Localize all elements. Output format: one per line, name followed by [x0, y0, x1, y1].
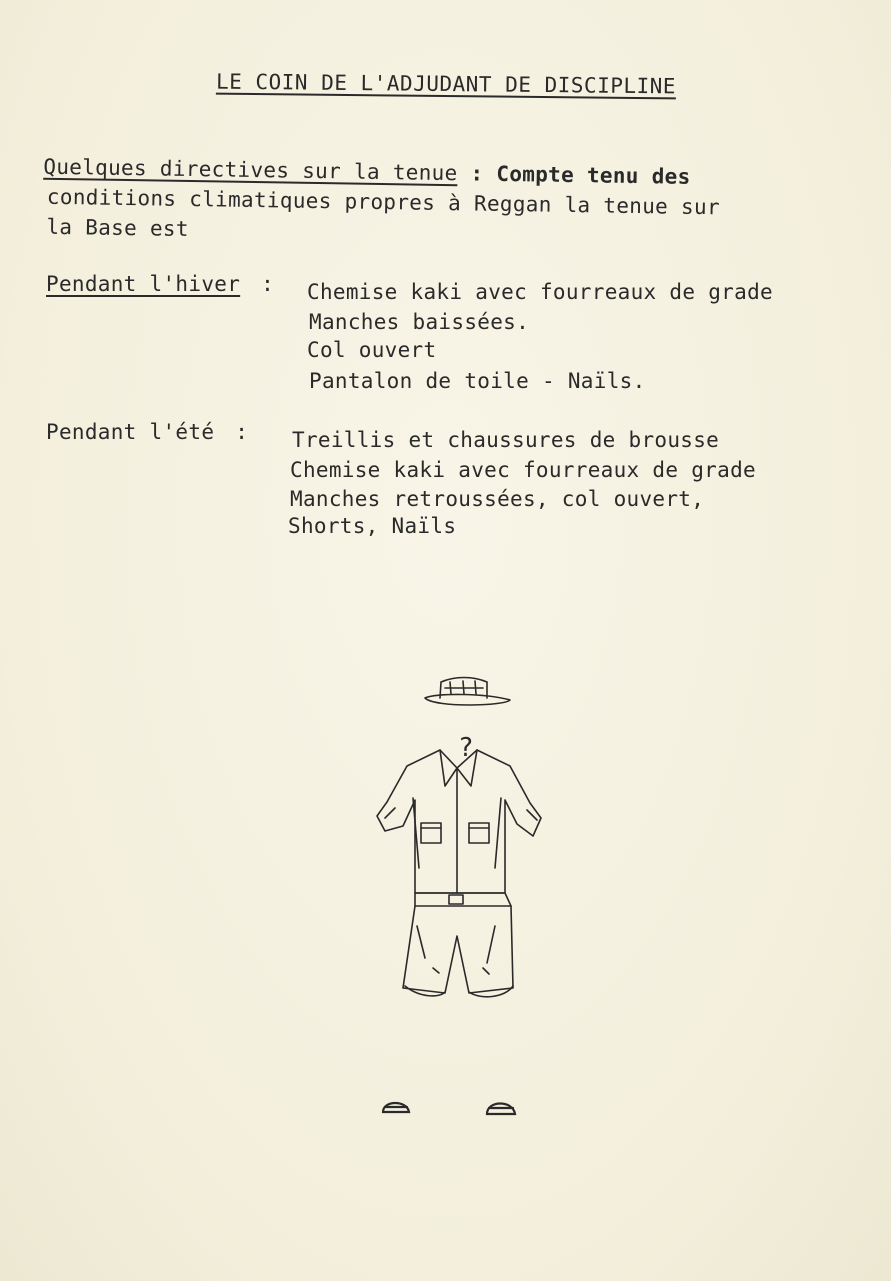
- intro-line1-rest: Compte tenu des: [496, 161, 691, 189]
- shirt-icon: [377, 750, 541, 893]
- summer-label: Pendant l'été: [46, 420, 215, 444]
- boots-sketch: [375, 1092, 525, 1122]
- winter-separator: :: [261, 272, 275, 296]
- uniform-sketch: [345, 668, 570, 1018]
- summer-separator: :: [235, 420, 249, 444]
- left-boot-icon: [383, 1103, 409, 1112]
- question-mark: ?: [458, 733, 474, 763]
- winter-item: Manches baissées.: [309, 310, 530, 334]
- winter-item: Col ouvert: [307, 338, 437, 362]
- intro-line-2: conditions climatiques propres à Reggan la tenue sur: [46, 184, 721, 220]
- summer-label-row: [46, 420, 248, 444]
- winter-label-row: [46, 272, 274, 296]
- summer-item: Shorts, Naïls: [288, 514, 457, 538]
- intro-separator: :: [470, 161, 484, 186]
- page-title: LE COIN DE L'ADJUDANT DE DISCIPLINE: [215, 69, 677, 99]
- winter-label: Pendant l'hiver: [46, 272, 241, 296]
- intro-line-1: [43, 155, 691, 189]
- shorts-icon: [403, 893, 513, 997]
- intro-line-3: la Base est: [46, 214, 189, 241]
- summer-item: Treillis et chaussures de brousse: [292, 428, 720, 452]
- hat-icon: [425, 678, 510, 706]
- winter-item: Chemise kaki avec fourreaux de grade: [307, 280, 773, 304]
- right-boot-icon: [487, 1104, 515, 1115]
- summer-item: Manches retroussées, col ouvert,: [290, 487, 705, 511]
- summer-item: Chemise kaki avec fourreaux de grade: [290, 458, 756, 482]
- winter-item: Pantalon de toile - Naïls.: [309, 369, 646, 393]
- intro-heading: Quelques directives sur la tenue: [43, 154, 458, 186]
